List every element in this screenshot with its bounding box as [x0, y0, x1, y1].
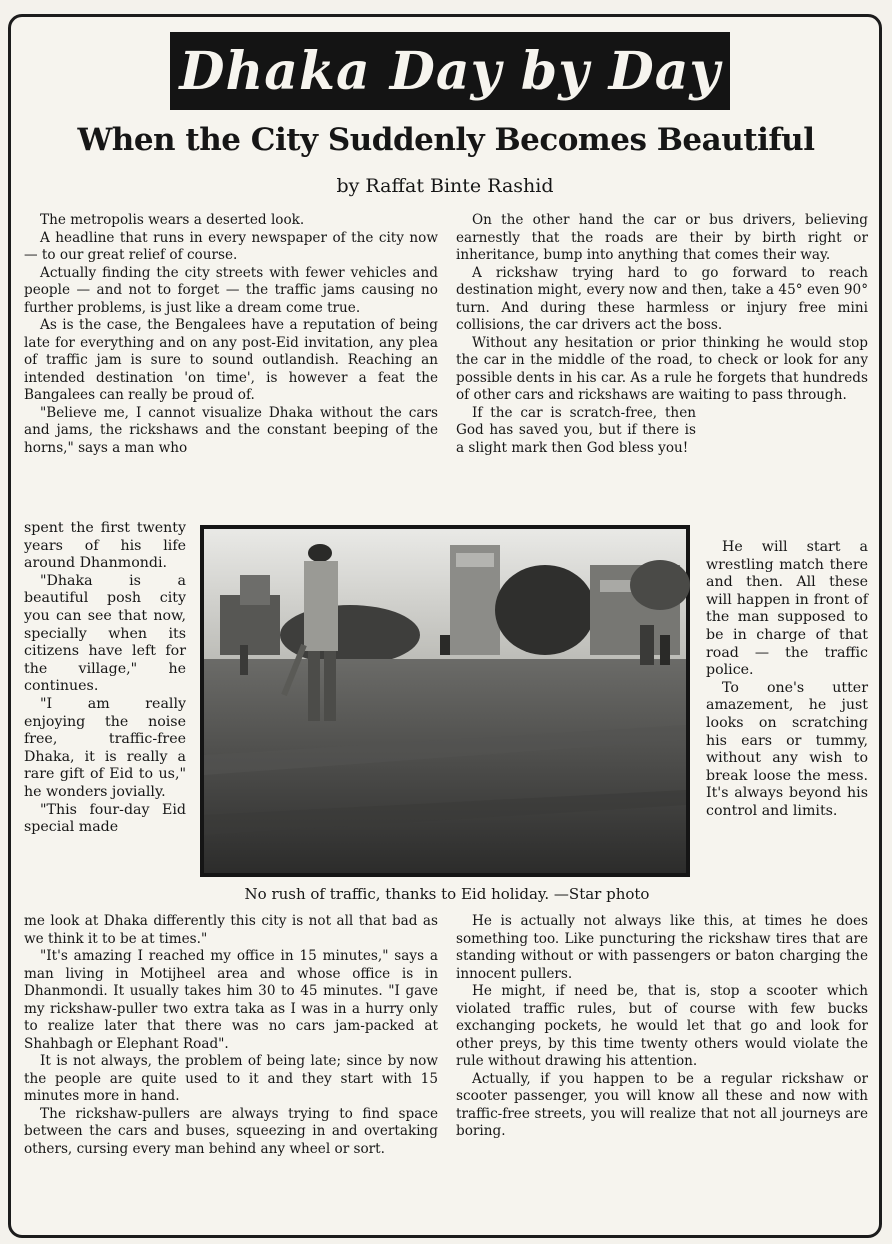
paragraph: On the other hand the car or bus drivers, believing earnestly that the roads are their by birth right or inheritance, bump into anything that comes their way.: [456, 212, 868, 263]
paragraph: He will start a wrestling match there and then. All these will happen in front of the man supposed to be in charge of that road — the traffic police.: [706, 539, 868, 679]
paragraph: He might, if need be, that is, stop a scooter which violated traffic rules, but of course with few bucks exchanging pockets, he would let that go and look for other preys, by this time twenty others would violate the rule without drawing his attention.: [456, 983, 868, 1069]
paragraph: "This four-day Eid special made: [24, 801, 186, 836]
paragraph: Actually finding the city streets with fewer vehicles and people — and not to forget — the traffic jams causing no further problems, is just like a dream come true.: [24, 264, 438, 316]
paragraph: "I am really enjoying the noise free, traffic-free Dhaka, it is really a rare gift of Eid to us," he wonders jovially.: [24, 695, 186, 800]
paragraph: To one's utter amazement, he just looks on scratching his ears or tummy, without any wish to break loose the mess. It's always beyond his control and limits.: [706, 679, 868, 819]
masthead-title: Dhaka Day by Day: [179, 40, 721, 102]
paragraph: "Dhaka is a beautiful posh city you can see that now, specially when its citizens have left for the village," he continues.: [24, 572, 186, 695]
paragraph: Without any hesitation or prior thinking he would stop the car in the middle of the road, to check or look for any possible dents in his car. As a rule he forgets that hundreds of other cars and rickshaws are waiting to pass through.: [456, 334, 868, 403]
street-photo: [200, 525, 690, 877]
masthead: [170, 32, 730, 110]
paragraph: It is not always, the problem of being late; since by now the people are quite used to it and they start with 15 minutes more in hand.: [24, 1053, 438, 1104]
paragraph: "It's amazing I reached my office in 15 minutes," says a man living in Motijheel area and whose office is in Dhanmondi. It usually takes him 30 to 45 minutes. "I gave my rickshaw-puller two extra taka as I was in a hurry only to realize later that there was no cars jam-packed at Shahbagh or Elephant Road".: [24, 948, 438, 1052]
column-b-side: [706, 539, 868, 821]
paragraph: "Believe me, I cannot visualize Dhaka without the cars and jams, the rickshaws and the constant beeping of the horns," says a man who: [24, 404, 438, 456]
paragraph: He is actually not always like this, at times he does something too. Like puncturing the rickshaw tires that are standing without or with passengers or baton charging the innocent pullers.: [456, 913, 868, 982]
paragraph: A rickshaw trying hard to go forward to reach destination might, every now and then, take a 45° even 90° turn. And during these harmless or injury free mini collisions, the car drivers act the boss.: [456, 264, 868, 333]
column-a-side: [24, 520, 186, 837]
paragraph: As is the case, the Bengalees have a reputation of being late for everything and on any post-Eid invitation, any plea of traffic jam is sure to sound outlandish. Reaching an intended destination 'on time', is however a feat the Bangalees can really be proud of.: [24, 317, 438, 403]
paragraph: Actually, if you happen to be a regular rickshaw or scooter passenger, you will know all these and now with traffic-free streets, you will realize that not all journeys are boring.: [456, 1070, 868, 1139]
column-a-top: [24, 212, 438, 457]
headline: When the City Suddenly Becomes Beautiful: [77, 122, 815, 158]
paragraph: The rickshaw-pullers are always trying to find space between the cars and buses, squeezing in and overtaking others, cursing every man behind any wheel or sort.: [24, 1105, 438, 1157]
paragraph: me look at Dhaka differently this city is not all that bad as we think it to be at times.": [24, 913, 438, 947]
byline: by Raffat Binte Rashid: [336, 175, 554, 197]
paragraph: spent the first twenty years of his life around Dhanmondi.: [24, 520, 186, 572]
column-a-bottom: [24, 913, 438, 1158]
photo-caption: No rush of traffic, thanks to Eid holiday. —Star photo: [244, 885, 650, 903]
column-b-top: [456, 212, 868, 457]
paragraph: A headline that runs in every newspaper of the city now — to our great relief of course.: [24, 229, 438, 263]
paragraph: The metropolis wears a deserted look.: [40, 212, 305, 228]
paragraph: If the car is scratch-free, then God has saved you, but if there is a slight mark then God bless you!: [456, 404, 696, 456]
column-b-bottom: [456, 913, 868, 1141]
